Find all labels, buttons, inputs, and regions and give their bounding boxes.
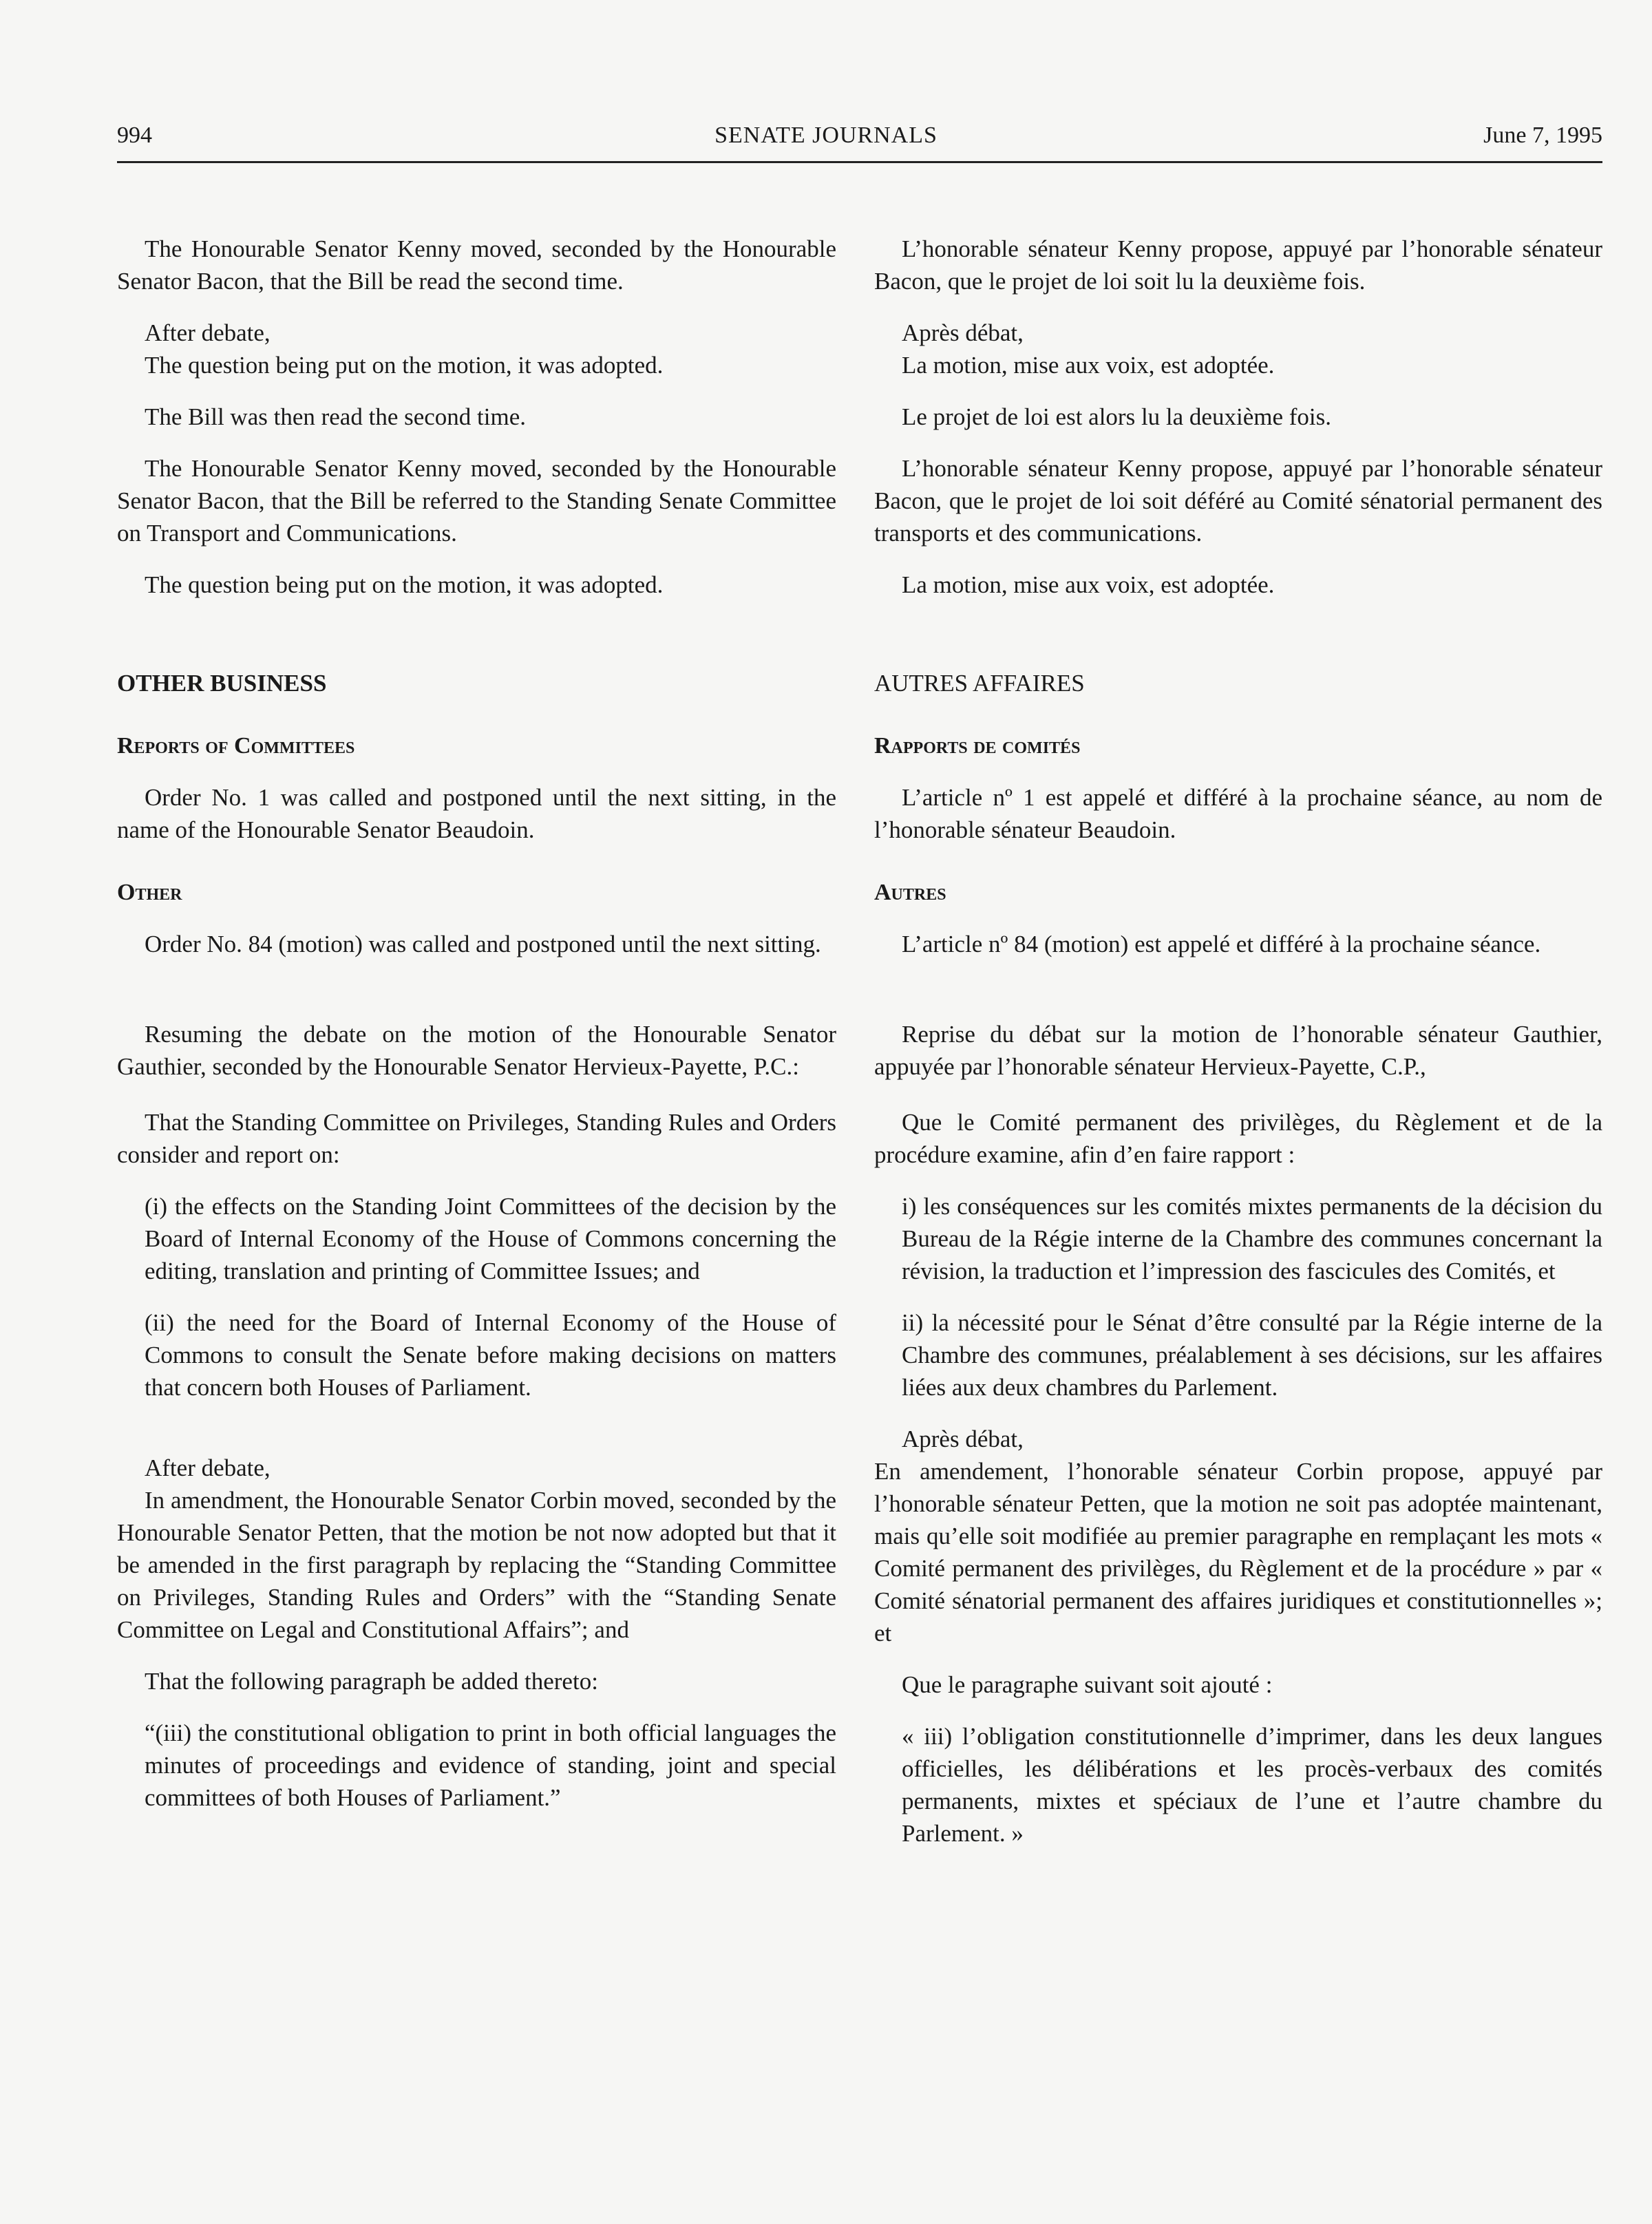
paragraph-order-1: Order No. 1 was called and postponed until the next sitting, in the name of the Honourable Senator Beaudoin. <box>117 784 836 843</box>
paragraph-motion-text: That the Standing Committee on Privileges, Standing Rules and Orders consider and report on: <box>117 1109 836 1168</box>
section-heading-fr: AUTRES AFFAIRES <box>874 670 1085 697</box>
page-date: June 7, 1995 <box>1483 123 1602 148</box>
subheading-autres: Autres <box>874 880 946 905</box>
english-column <box>117 233 836 1814</box>
paragraph-after-debate: After debate, <box>145 319 271 346</box>
paragraphe-article-1: L’article nº 1 est appelé et différé à la prochaine séance, au nom de l’honorable sénateur Beaudoin. <box>874 784 1602 843</box>
paragraphe-projet-lu: Le projet de loi est alors lu la deuxième fois. <box>902 403 1331 430</box>
header-rule <box>117 161 1602 163</box>
paragraph-item-i: (i) the effects on the Standing Joint Committees of the decision by the Board of Internal Economy of the House of Commons concerning the editing, translation and printing of Committee Issues; and <box>145 1193 836 1284</box>
paragraph-after-debate-2: After debate, <box>145 1454 271 1481</box>
paragraphe-motion-adoptee-2: La motion, mise aux voix, est adoptée. <box>902 571 1275 598</box>
running-title: SENATE JOURNALS <box>714 123 938 148</box>
paragraphe-kenny-renvoi: L’honorable sénateur Kenny propose, appuyé par l’honorable sénateur Bacon, que le projet de loi soit déféré au Comité sénatorial permanent des transports et des communications. <box>874 455 1602 547</box>
french-column <box>874 233 1602 1850</box>
subheading-rapports: Rapports de comités <box>874 733 1081 759</box>
paragraph-kenny-referral: The Honourable Senator Kenny moved, seconded by the Honourable Senator Bacon, that the Bill be referred to the Standing Senate Committee on Transport and Communications. <box>117 455 836 547</box>
paragraphe-item-iii: « iii) l’obligation constitutionnelle d’imprimer, dans les deux langues officielles, les délibérations et les procès-verbaux des comités permanents, mixtes et spéciaux de l’une et l’autre chambre du Parlement. » <box>902 1723 1602 1847</box>
page-number: 994 <box>117 123 152 148</box>
paragraph-item-ii: (ii) the need for the Board of Internal Economy of the House of Commons to consult the Senate before making decisions on matters that concern both Houses of Parliament. <box>145 1309 836 1401</box>
paragraphe-reprise-debat: Reprise du débat sur la motion de l’honorable sénateur Gauthier, appuyée par l’honorable sénateur Hervieux-Payette, C.P., <box>874 1021 1602 1080</box>
paragraph-question-adopted-2: The question being put on the motion, it was adopted. <box>145 571 664 598</box>
paragraphe-item-ii: ii) la nécessité pour le Sénat d’être consulté par la Régie interne de la Chambre des communes, préalablement à ses décisions, sur les affaires liées aux deux chambres du Parlement. <box>902 1309 1602 1401</box>
paragraphe-kenny-deuxieme: L’honorable sénateur Kenny propose, appuyé par l’honorable sénateur Bacon, que le projet de loi soit lu la deuxième fois. <box>874 235 1602 295</box>
paragraph-amendment: In amendment, the Honourable Senator Corbin moved, seconded by the Honourable Senator Petten, that the motion be not now adopted but that it be amended in the first paragraph by replacing the “Standing Committee on Privileges, Standing Rules and Orders” with the “Standing Senate Committee on Legal and Constitutional Affairs”; and <box>117 1487 836 1643</box>
paragraphe-suivant: Que le paragraphe suivant soit ajouté : <box>902 1671 1273 1698</box>
paragraphe-motion-adoptee: La motion, mise aux voix, est adoptée. <box>902 352 1275 379</box>
paragraphe-amendement: En amendement, l’honorable sénateur Corbin propose, appuyé par l’honorable sénateur Petten, que la motion ne soit pas adoptée maintenant, mais qu’elle soit modifiée au premier paragraphe en remplaçant les mots « Comité permanent des privilèges, du Règlement et de la procédure » par « Comité sénatorial permanent des affaires juridiques et constitutionnelles »; et <box>874 1458 1602 1646</box>
paragraphe-apres-debat-2: Après débat, <box>902 1426 1024 1452</box>
subheading-other: Other <box>117 880 182 905</box>
section-heading: OTHER BUSINESS <box>117 670 327 697</box>
paragraph-resuming-debate: Resuming the debate on the motion of the Honourable Senator Gauthier, seconded by the Honourable Senator Hervieux-Payette, P.C.: <box>117 1021 836 1080</box>
paragraphe-article-84: L’article nº 84 (motion) est appelé et différé à la prochaine séance. <box>902 931 1541 957</box>
paragraph-following: That the following paragraph be added thereto: <box>145 1668 598 1695</box>
paragraph-order-84: Order No. 84 (motion) was called and postponed until the next sitting. <box>145 931 821 957</box>
paragraphe-apres-debat: Après débat, <box>902 319 1024 346</box>
paragraph-question-adopted: The question being put on the motion, it was adopted. <box>145 352 664 379</box>
paragraphe-item-i: i) les conséquences sur les comités mixtes permanents de la décision du Bureau de la Régie interne de la Chambre des communes concernant la révision, la traduction et l’impression des fascicules des Comités, et <box>902 1193 1602 1284</box>
paragraph-item-iii: “(iii) the constitutional obligation to print in both official languages the minutes of proceedings and evidence of standing, joint and special committees of both Houses of Parliament.” <box>145 1719 836 1811</box>
subheading-reports: Reports of Committees <box>117 733 355 759</box>
paragraphe-motion-texte: Que le Comité permanent des privilèges, du Règlement et de la procédure examine, afin d’en faire rapport : <box>874 1109 1602 1168</box>
paragraph-bill-read: The Bill was then read the second time. <box>145 403 527 430</box>
paragraph-kenny-second-reading: The Honourable Senator Kenny moved, seconded by the Honourable Senator Bacon, that the Bill be read the second time. <box>117 235 836 295</box>
